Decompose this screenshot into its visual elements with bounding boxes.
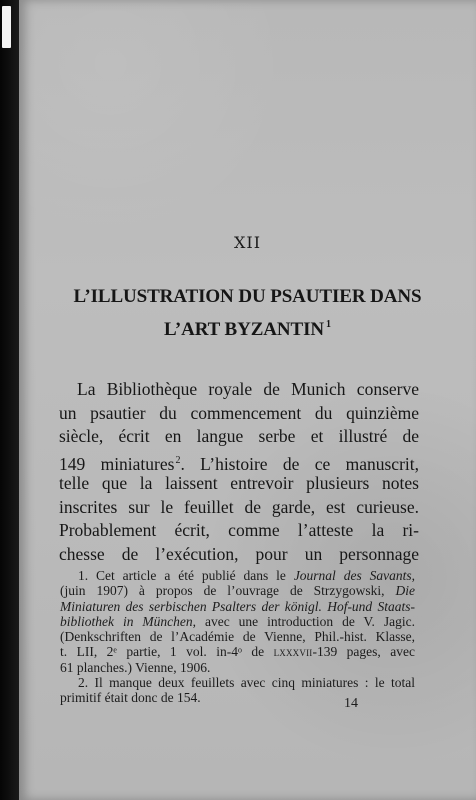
- body-line-8: chesse de l’exécution, pour un personnage: [59, 543, 419, 564]
- body-line-3: siècle, écrit en langue serbe et illustré de: [59, 426, 419, 446]
- chapter-title: [19, 283, 476, 344]
- chapter-number: XII: [233, 233, 262, 252]
- footnote-1-line-1: [60, 568, 415, 583]
- body-line-5: telle que la laissent entrevoir plusieurs notes: [59, 473, 419, 493]
- body-line-4-prefix: 149 miniatures: [59, 453, 175, 474]
- footnote-1-line-6-suffix: -139 pages, avec: [312, 644, 415, 660]
- book-page: [19, 0, 476, 800]
- footnote-1-line-3: Miniaturen des serbischen Psalters der königl. Hof-und Staats-: [60, 598, 415, 614]
- footnote-1-line-6-prefix: t. LII, 2ᵉ partie, 1 vol. in-4ᵒ de: [60, 644, 274, 660]
- chapter-title-line-1: L’ILLUSTRATION DU PSAUTIER DANS: [73, 286, 422, 307]
- footnote-1-roman-page-count: lxxxvii: [273, 644, 313, 660]
- scan-edge-mark: [2, 6, 11, 48]
- body-line-2: un psautier du commencement du quinzième: [59, 402, 419, 423]
- chapter-title-footnote-marker: 1: [326, 319, 331, 330]
- page-number: 14: [344, 696, 358, 711]
- footnote-2-line-1: 2. Il manque deux feuillets avec cinq miniatures : le total: [78, 675, 415, 691]
- footnote-2-line-2: primitif était donc de 154.: [60, 690, 201, 706]
- footnote-1-line-2: [60, 583, 415, 598]
- footnote-1-line-1-prefix: 1. Cet article a été publié dans le: [78, 568, 294, 583]
- body-paragraph: [59, 378, 419, 566]
- chapter-title-line-2-text: L’ART BYZANTIN: [164, 319, 325, 340]
- body-line-1: La Bibliothèque royale de Munich conserve: [77, 379, 419, 399]
- body-line-4-suffix: . L’histoire de ce manuscrit,: [180, 453, 419, 474]
- body-footnote-marker-2: 2: [175, 454, 181, 466]
- footnote-1-line-4-suffix: , avec une introduction de V. Jagic.: [192, 613, 415, 629]
- footnotes: [60, 568, 415, 706]
- body-line-7: Probablement écrit, comme l’atteste la ri-: [59, 520, 419, 540]
- body-line-6: inscrites sur le feuillet de garde, est curieuse.: [59, 496, 419, 517]
- footnote-1-line-7: 61 planches.) Vienne, 1906.: [60, 659, 211, 675]
- footnote-1-book-title-start: Die: [395, 583, 415, 599]
- footnote-1-book-title-end: bibliothek in München: [60, 613, 193, 629]
- body-line-4: [59, 449, 419, 473]
- footnote-1-line-5: (Denkschriften de l’Académie de Vienne, Phil.-hist. Klasse,: [60, 629, 415, 645]
- footnote-1-journal-title: Journal des Savants: [293, 568, 412, 583]
- footnote-1-line-4: [60, 614, 415, 629]
- footnote-1-line-6: [60, 644, 415, 659]
- footnote-1-line-1-suffix: ,: [411, 568, 415, 583]
- chapter-title-line-2: [19, 311, 476, 344]
- scan-edge-strip: [0, 0, 20, 800]
- footnote-1-line-2-prefix: (juin 1907) à propos de l’ouvrage de Strzygowski,: [60, 583, 396, 599]
